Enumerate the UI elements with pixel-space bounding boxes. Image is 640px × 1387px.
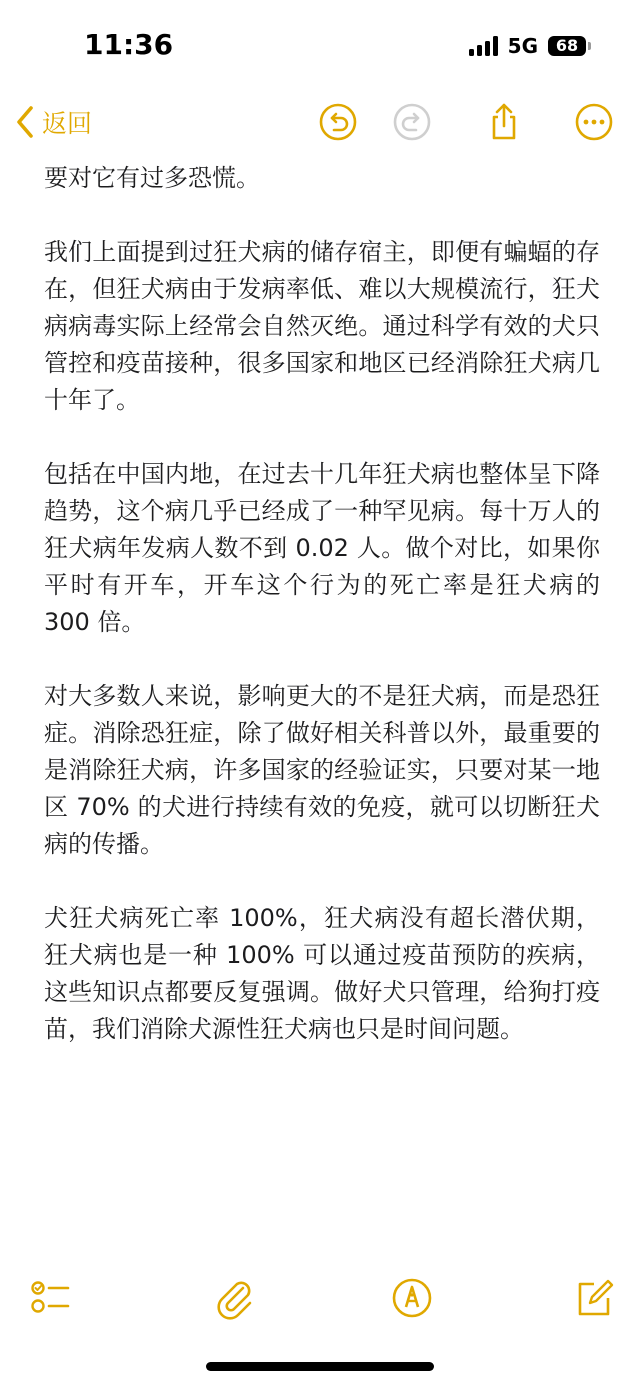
note-paragraph: 犬狂犬病死亡率 100%，狂犬病没有超长潜伏期，狂犬病也是一种 100% 可以通过疫苗预防的疾病，这些知识点都要反复强调。做好犬只管理，给狗打疫苗，我们消除犬源性狂犬病也只是时间问题。 <box>44 904 600 1043</box>
bottom-toolbar <box>0 1270 640 1326</box>
more-icon[interactable] <box>574 102 614 142</box>
note-paragraph: 对大多数人来说，影响更大的不是狂犬病，而是恐狂症。消除恐狂症，除了做好相关科普以外，最重要的是消除狂犬病，许多国家的经验证实，只要对某一地区 70% 的犬进行持续有效的免疫，就可以切断狂犬病的传播。 <box>44 682 600 858</box>
status-time: 11:36 <box>84 28 174 61</box>
markup-pen-icon[interactable] <box>390 1276 434 1320</box>
share-icon[interactable] <box>484 102 524 142</box>
note-body[interactable] <box>44 160 600 1085</box>
undo-icon[interactable] <box>318 102 358 142</box>
note-paragraph: 要对它有过多恐慌。 <box>44 164 260 192</box>
battery-icon <box>548 36 586 56</box>
home-indicator[interactable] <box>206 1362 434 1371</box>
nav-bar <box>0 90 640 158</box>
paperclip-icon[interactable] <box>212 1276 256 1320</box>
status-bar <box>0 0 640 90</box>
back-label: 返回 <box>42 109 93 138</box>
redo-icon[interactable] <box>392 102 432 142</box>
note-paragraph: 我们上面提到过狂犬病的储存宿主，即便有蝙蝠的存在，但狂犬病由于发病率低、难以大规模流行，狂犬病病毒实际上经常会自然灭绝。通过科学有效的犬只管控和疫苗接种，很多国家和地区已经消除狂犬病几十年了。 <box>44 238 600 414</box>
back-button[interactable] <box>14 104 92 140</box>
status-indicators <box>469 34 586 58</box>
cellular-signal-icon <box>469 36 498 56</box>
note-paragraph: 包括在中国内地，在过去十几年狂犬病也整体呈下降趋势，这个病几乎已经成了一种罕见病。每十万人的狂犬病年发病人数不到 0.02 人。做个对比，如果你平时有开车，开车这个行为的死亡率是狂犬病的 300 倍。 <box>44 460 600 636</box>
battery-level: 68 <box>555 36 579 55</box>
network-type: 5G <box>507 34 538 58</box>
checklist-icon[interactable] <box>28 1276 72 1320</box>
compose-icon[interactable] <box>572 1276 616 1320</box>
chevron-left-icon <box>14 104 36 140</box>
